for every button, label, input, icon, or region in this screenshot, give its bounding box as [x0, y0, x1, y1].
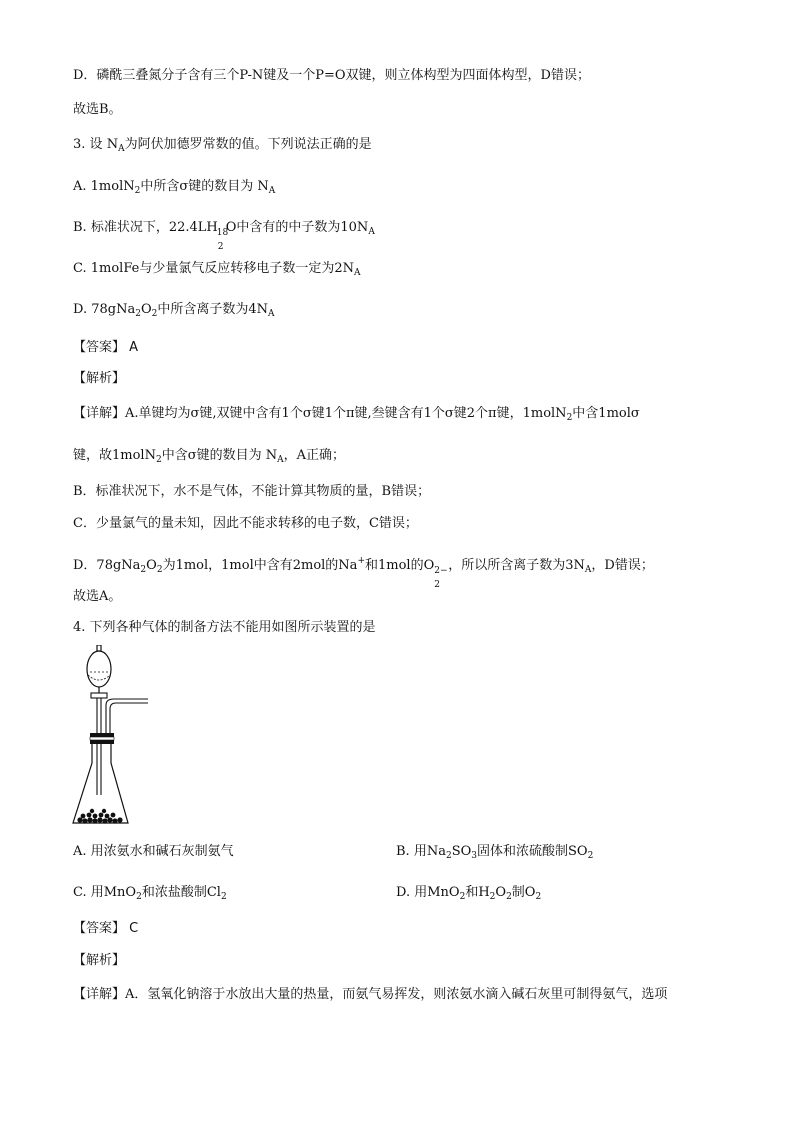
apparatus-figure: [70, 645, 150, 830]
q3-detail-b: B．标准状况下，水不是气体，不能计算其物质的量，B错误；: [73, 484, 431, 499]
prev-conclusion: 故选B。: [73, 102, 122, 117]
q3-conclusion: 故选A。: [73, 589, 122, 604]
q3-detail-c: C．少量氯气的量未知，因此不能求转移的电子数，C错误；: [73, 516, 418, 531]
q3-detail-a-line1: 【详解】A.单键均为σ键,双键中含有1个σ键1个π键,叁键含有1个σ键2个π键，1molN$_2$中含1molσ: [73, 406, 640, 423]
q4-detail-a: 【详解】A．氢氧化钠溶于水放出大量的热量，而氨气易挥发，则浓氨水滴入碱石灰里可制得氨气，选项: [73, 987, 668, 1002]
q3-analysis-label: 【解析】: [73, 371, 126, 386]
q4-option-a[interactable]: A. 用浓氨水和碱石灰制氨气: [73, 844, 234, 859]
q3-option-b[interactable]: B. 标准状况下，22.4LH 18 2 O中含有的中子数为$10N_A$: [73, 220, 375, 252]
q3-stem: 3. 设 $N_A$为阿伏加德罗常数的值。下列说法正确的是: [73, 137, 372, 154]
q4-option-c[interactable]: C. 用MnO$_2$和浓盐酸制$Cl_2$: [73, 885, 227, 902]
q3-detail-a-line2: 键，故1molN$_2$中含σ键的数目为 $N_A$，A正确；: [73, 448, 346, 465]
q4-answer: 【答案】 C: [73, 921, 139, 936]
q3-option-c[interactable]: C. 1molFe与少量氯气反应转移电子数一定为$2N_A$: [73, 261, 361, 278]
q4-option-b[interactable]: B. 用$Na_2SO_3$固体和浓硫酸制$SO_2$: [396, 844, 594, 861]
q3-detail-d: D．$78gNa_2O_2$为1mol，1mol中含有2mol的Na+和1mol的O 2− 2 ，所以所含离子数为$3N_A$，D错误；: [73, 556, 654, 590]
q4-option-d[interactable]: D. 用MnO$_2$和$H_2O_2$制$O_2$: [396, 885, 542, 902]
prev-option-d-explanation: D．磷酰三叠氮分子含有三个P-N键及一个P=O双键，则立体构型为四面体构型，D错误；: [73, 68, 590, 83]
q3-option-d[interactable]: D. $78gNa_2O_2$中所含离子数为$4N_A$: [73, 302, 275, 319]
q3-answer: 【答案】 A: [73, 340, 139, 355]
q4-analysis-label: 【解析】: [73, 953, 126, 968]
q3-option-a[interactable]: A. 1molN$_2$中所含σ键的数目为 $N_A$: [73, 179, 276, 196]
q4-stem: 4. 下列各种气体的制备方法不能用如图所示装置的是: [73, 620, 376, 635]
